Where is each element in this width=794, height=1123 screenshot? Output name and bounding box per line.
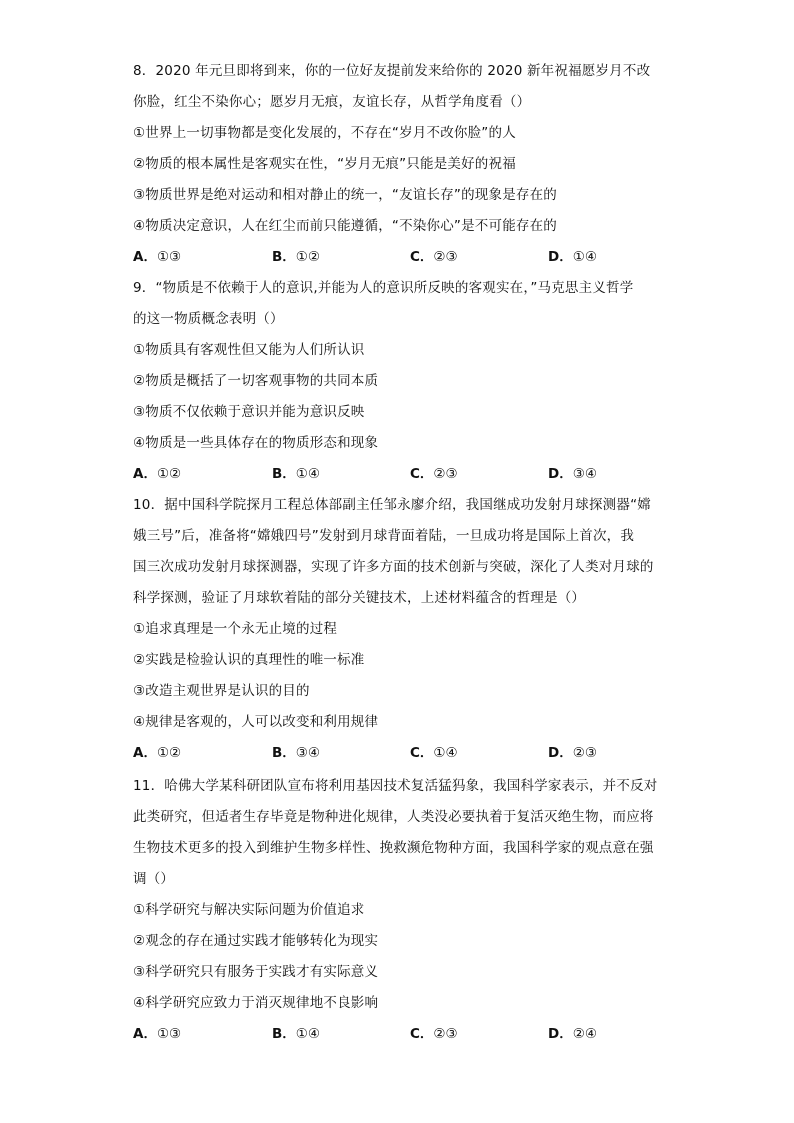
- choice-b[interactable]: [272, 1019, 320, 1050]
- choice-text: ①②: [156, 745, 182, 761]
- statement-1: ①科学研究与解决实际问题为价值追求: [133, 902, 365, 918]
- choice-text: ②③: [433, 466, 458, 482]
- choice-d[interactable]: [548, 1019, 597, 1050]
- choice-a[interactable]: [133, 738, 181, 769]
- statement-3: ③改造主观世界是认识的目的: [133, 683, 310, 699]
- choice-d[interactable]: [548, 242, 597, 273]
- choice-letter: D．: [548, 466, 573, 482]
- choice-text: ③④: [295, 745, 321, 761]
- question-stem-line: 此类研究，但适者生存毕竟是物种进化规律，人类没必要执着于复活灭绝生物，而应将: [133, 809, 654, 825]
- statement-1: ①世界上一切事物都是变化发展的，不存在“岁月不改你脸”的人: [133, 125, 516, 141]
- choice-letter: A．: [133, 745, 157, 761]
- choice-letter: D．: [548, 1026, 573, 1042]
- question-stem-line: 的这一物质概念表明（）: [133, 311, 284, 327]
- statement-4: ④规律是客观的，人可以改变和利用规律: [133, 714, 379, 730]
- answer-choices: [133, 1019, 673, 1050]
- choice-c[interactable]: [410, 459, 458, 490]
- question-stem-line: 调（）: [133, 871, 175, 887]
- statement-4: ④物质是一些具体存在的物质形态和现象: [133, 435, 379, 451]
- question-stem-line: 科学探测，验证了月球软着陆的部分关键技术，上述材料蕴含的哲理是（）: [133, 590, 586, 606]
- statement-2: ②观念的存在通过实践才能够转化为现实: [133, 933, 379, 949]
- statement-2: ②实践是检验认识的真理性的唯一标准: [133, 652, 365, 668]
- choice-c[interactable]: [410, 242, 458, 273]
- choice-c[interactable]: [410, 1019, 458, 1050]
- answer-choices: [133, 242, 673, 273]
- choice-letter: C．: [410, 466, 434, 482]
- choice-letter: C．: [410, 249, 434, 265]
- choice-letter: A．: [133, 1026, 157, 1042]
- choice-letter: B．: [272, 1026, 296, 1042]
- choice-letter: B．: [272, 745, 296, 761]
- choice-letter: B．: [272, 466, 296, 482]
- choice-letter: D．: [548, 745, 573, 761]
- choice-b[interactable]: [272, 459, 320, 490]
- statement-3: ③科学研究只有服务于实践才有实际意义: [133, 964, 379, 980]
- choice-letter: C．: [410, 1026, 434, 1042]
- statement-2: ②物质是概括了一切客观事物的共同本质: [133, 373, 379, 389]
- question-stem-line: 生物技术更多的投入到维护生物多样性、挽救濒危物种方面，我国科学家的观点意在强: [133, 840, 654, 856]
- choice-text: ①③: [156, 249, 182, 265]
- choice-text: ③④: [572, 466, 597, 482]
- statement-3: ③物质不仅依赖于意识并能为意识反映: [133, 404, 365, 420]
- question-stem-line: 8．2020 年元旦即将到来，你的一位好友提前发来给你的 2020 新年祝福愿岁月不改: [133, 63, 651, 79]
- choice-text: ①④: [295, 466, 321, 482]
- choice-letter: C．: [410, 745, 434, 761]
- question-9: [133, 273, 673, 490]
- choice-text: ②④: [572, 1026, 597, 1042]
- choice-letter: B．: [272, 249, 296, 265]
- statement-3: ③物质世界是绝对运动和相对静止的统一，“友谊长存”的现象是存在的: [133, 187, 557, 203]
- choice-text: ②③: [433, 1026, 458, 1042]
- statement-4: ④科学研究应致力于消灭规律地不良影响: [133, 995, 379, 1011]
- question-stem-line: 你脸，红尘不染你心；愿岁月无痕，友谊长存，从哲学角度看（）: [133, 94, 531, 110]
- choice-d[interactable]: [548, 738, 597, 769]
- choice-a[interactable]: [133, 459, 181, 490]
- choice-text: ①④: [572, 249, 597, 265]
- question-stem-line: 11．哈佛大学某科研团队宣布将利用基因技术复活猛犸象，我国科学家表示，并不反对: [133, 778, 658, 794]
- choice-text: ①②: [156, 466, 182, 482]
- choice-b[interactable]: [272, 738, 320, 769]
- question-8: [133, 56, 673, 273]
- question-11: [133, 771, 673, 1050]
- choice-b[interactable]: [272, 242, 320, 273]
- statement-4: ④物质决定意识，人在红尘而前只能遵循，“不染你心”是不可能存在的: [133, 218, 557, 234]
- choice-text: ①②: [295, 249, 321, 265]
- choice-letter: D．: [548, 249, 573, 265]
- choice-d[interactable]: [548, 459, 597, 490]
- choice-a[interactable]: [133, 242, 181, 273]
- choice-text: ①④: [433, 745, 458, 761]
- choice-text: ②③: [572, 745, 597, 761]
- statement-2: ②物质的根本属性是客观实在性，“岁月无痕”只能是美好的祝福: [133, 156, 516, 172]
- answer-choices: [133, 459, 673, 490]
- question-stem-line: 娥三号”后，准备将“嫦娥四号”发射到月球背面着陆，一旦成功将是国际上首次，我: [133, 528, 635, 544]
- question-10: [133, 490, 673, 769]
- choice-text: ①④: [295, 1026, 321, 1042]
- choice-a[interactable]: [133, 1019, 181, 1050]
- choice-text: ①③: [156, 1026, 182, 1042]
- question-stem-line: 9．“物质是不依赖于人的意识,并能为人的意识所反映的客观实在，”马克思主义哲学: [133, 280, 634, 296]
- statement-1: ①物质具有客观性但又能为人们所认识: [133, 342, 365, 358]
- choice-c[interactable]: [410, 738, 458, 769]
- answer-choices: [133, 738, 673, 769]
- statement-1: ①追求真理是一个永无止境的过程: [133, 621, 338, 637]
- question-stem-line: 国三次成功发射月球探测器，实现了许多方面的技术创新与突破，深化了人类对月球的: [133, 559, 654, 575]
- question-stem-line: 10．据中国科学院探月工程总体部副主任邹永廖介绍，我国继成功发射月球探测器“嫦: [133, 497, 651, 513]
- choice-letter: A．: [133, 249, 157, 265]
- choice-text: ②③: [433, 249, 458, 265]
- choice-letter: A．: [133, 466, 157, 482]
